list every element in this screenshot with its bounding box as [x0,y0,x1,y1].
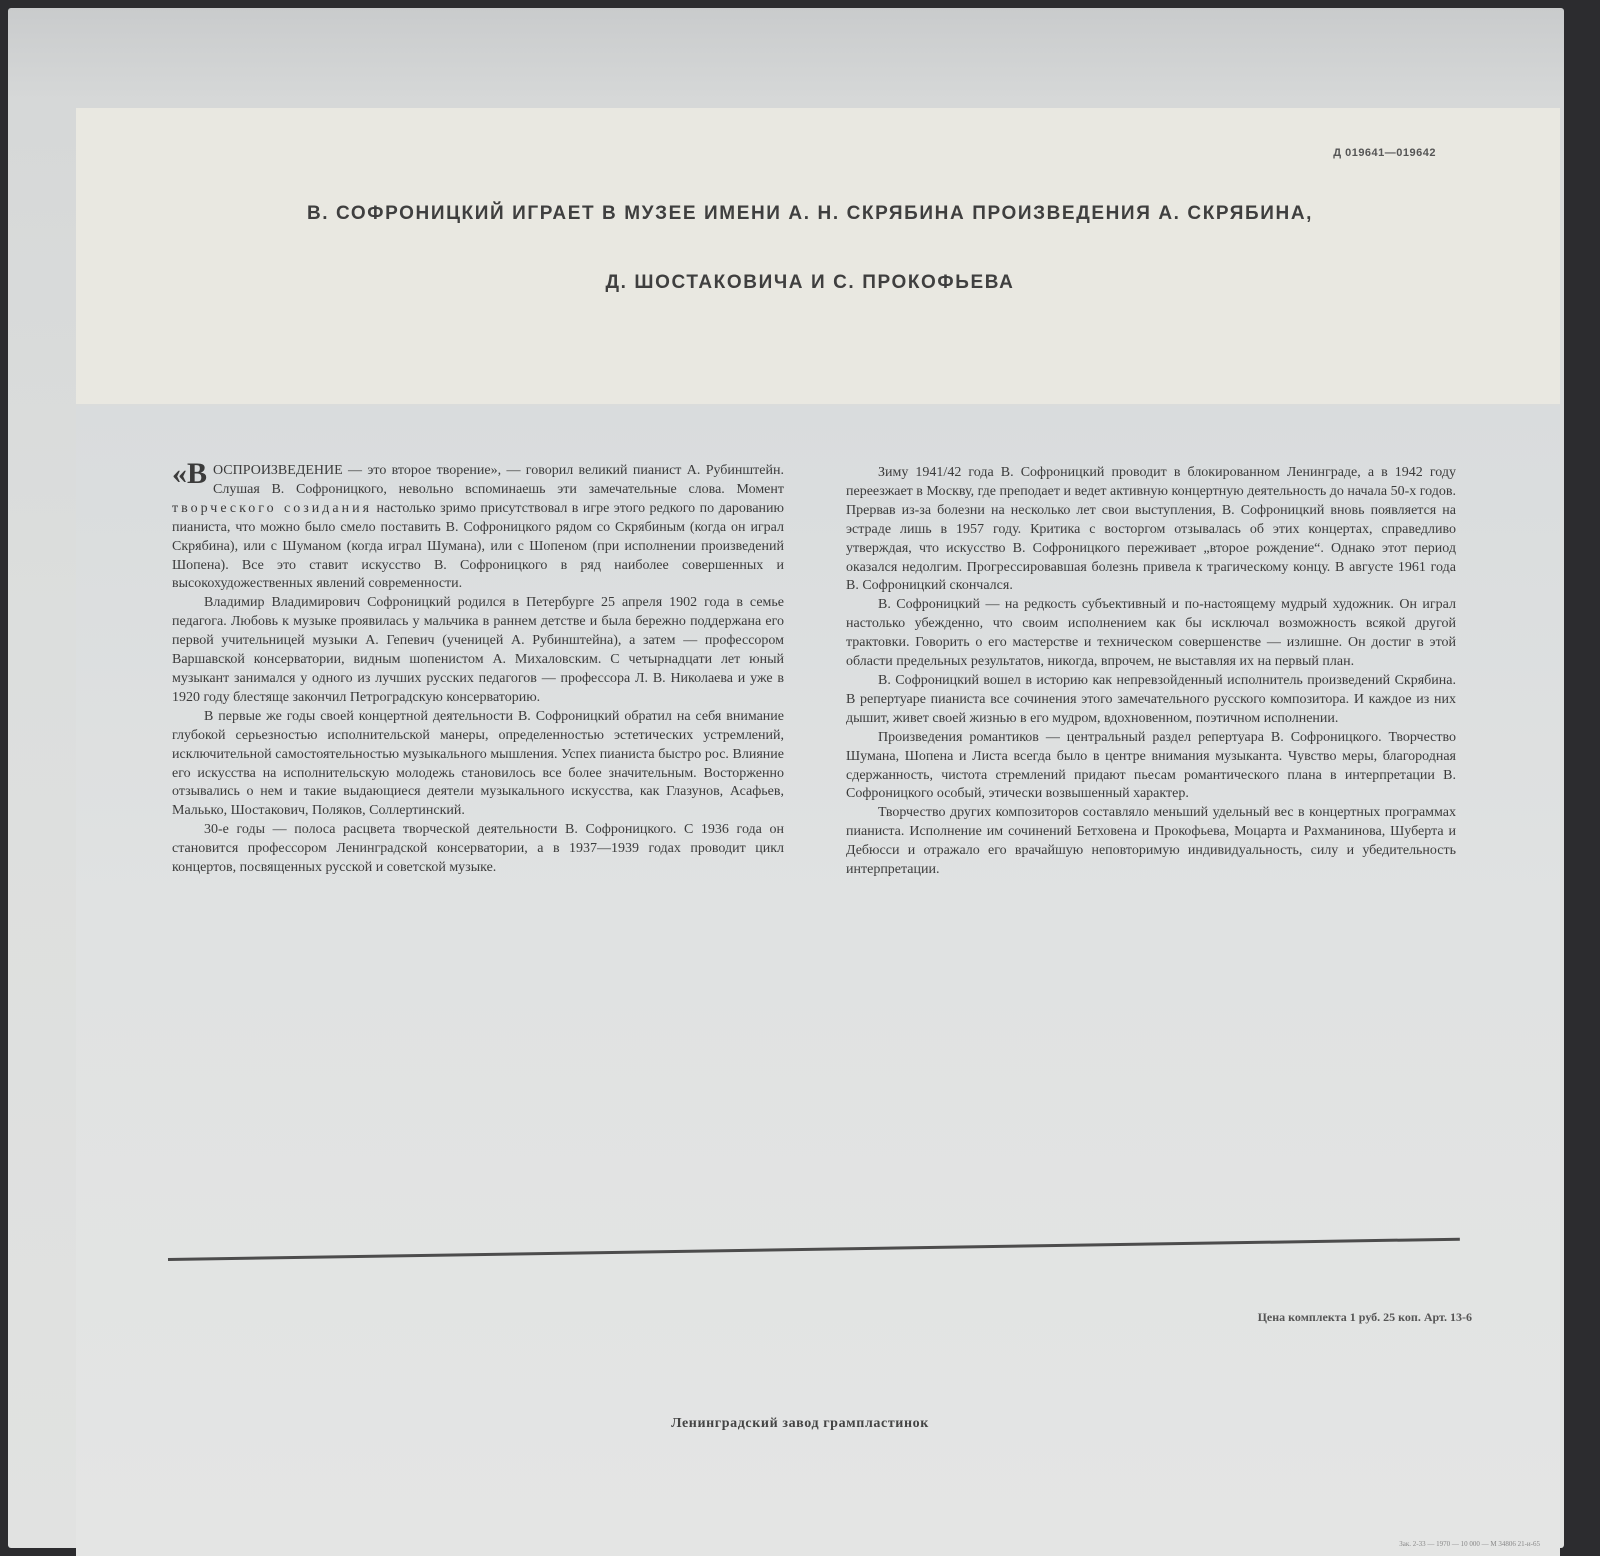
drop-cap: «В [172,457,208,490]
title-line-2: Д. ШОСТАКОВИЧА И С. ПРОКОФЬЕВА [605,272,1015,293]
liner-notes-right-column [846,464,1456,880]
paragraph-romantics: Произведения романтиков — центральный раздел репертуара В. Софроницкого. Творчество Шумана, Шопена и Листа всегда было в центре внимания музыканта. Чувство меры, благородная сдержанность, чистота стремлений придают пьесам романтического плана в интерпретации В. Софроницкого особый, этически возвышенный характер. [846,729,1456,802]
manufacturer-label: Ленинградский завод грампластинок [671,1416,929,1431]
paragraph-intro [172,457,784,594]
print-code: Зак. 2-33 — 1970 — 10 000 — М 34806 21-и-65 [1399,1540,1540,1548]
intro-spaced-text: творческого созидания [172,500,373,516]
paragraph-war-years: Зиму 1941/42 года В. Софроницкий проводит в блокированном Ленинграде, а в 1942 году переезжает в Москву, где преподает и ведет активную концертную деятельность до начала 50-х годов. Прервав из-за болезни на несколько лет свои выступления, В. Софроницкий вновь появляется на эстраде лишь в 1957 году. Критика с восторгом отзывалась об этих концертах, справедливо утверждая, что искусство В. Софроницкого переживает „второе рождение“. Однако этот период оказался недолгим. Прогрессировавшая болезнь привела к трагическому концу. В августе 1961 года В. Софроницкий скончался. [846,465,1456,594]
paragraph-scriabin: В. Софроницкий вошел в историю как непревзойденный исполнитель произведений Скрябина. В репертуаре пианиста все сочинения этого замечательного русского композитора. И каждое из них дышит, живет своей жизнью в его мудром, вдохновенном, поэтичном исполнении. [846,672,1456,726]
paragraph-thirties: 30-е годы — полоса расцвета творческой деятельности В. Софроницкого. С 1936 года он становится профессором Ленинградской консерватории, а в 1937—1939 годах проводит цикл концертов, посвященных русской и советской музыке. [172,822,784,876]
paragraph-other-composers: Творчество других композиторов составляло меньший удельный вес в концертных программах пианиста. Исполнение им сочинений Бетховена и Прокофьева, Моцарта и Рахманинова, Шуберта и Дебюсси и отражало его врачайшую неповторимую индивидуальность, силу и убедительность интерпретации. [846,805,1456,878]
paragraph-biography: Владимир Владимирович Софроницкий родился в Петербурге 25 апреля 1902 года в семье педагога. Любовь к музыке проявилась у мальчика в раннем детстве и была бережно поддержана его первой учительницей музыки А. Гепевич (ученицей А. Рубинштейна), а затем — профессором Варшавской консерватории, видным шопенистом А. Михаловским. С четырнадцати лет юный музыкант занимался у одного из лучших русских педагогов — профессора Л. В. Николаева и уже в 1920 году блестяще закончил Петроградскую консерваторию. [172,595,784,705]
paragraph-artistry: В. Софроницкий — на редкость субъективный и по-настоящему мудрый художник. Он играл настолько убежденно, что своим исполнением как бы исключал возможность всякой другой трактовки. Говорить о его мастерстве и техническом совершенстве — излишне. Он достиг в этой области предельных результатов, никогда, впрочем, не выставляя их на первый план. [846,597,1456,670]
paragraph-early-career: В первые же годы своей концертной деятельности В. Софроницкий обратил на себя внимание глубокой серьезностью исполнительской манеры, определенностью эстетических устремлений, исключительной самостоятельностью музыкального мышления. Успех пианиста быстро рос. Влияние его искусства на исполнительскую молодежь становилось все более значительным. Восторженно отзывались о нем и такие выдающиеся деятели музыкального искусства, как Глазунов, Асафьев, Мальько, Шостакович, Поляков, Соллертинский. [172,708,784,819]
liner-notes-left-column [172,457,784,878]
catalog-number: Д 019641—019642 [1333,147,1436,159]
price-note: Цена комплекта 1 руб. 25 коп. Арт. 13-6 [1257,1310,1472,1324]
intro-tail-text: настолько зримо присутствовал в игре этого редкого по дарованию пианиста, что можно было смело поставить В. Софроницкого рядом со Скрябиным (когда он играл Скрябина), или с Шуманом (когда играл Шумана), или с Шопеном (при исполнении произведений Шопена). Все это ставит искусство В. Софроницкого в ряд наиболее совершенных и высокохудожественных явлений современности. [172,500,784,592]
title-line-1: В. СОФРОНИЦКИЙ ИГРАЕТ В МУЗЕЕ ИМЕНИ А. Н. СКРЯБИНА ПРОИЗВЕДЕНИЯ А. СКРЯБИНА, [306,203,1314,224]
intro-lead-text: ОСПРОИЗВЕДЕНИЕ — это второе творение», — говорил великий пианист А. Рубинштейн. Слушая В. Софроницкого, невольно вспоминаешь эти замечательные слова. Момент [213,463,784,497]
